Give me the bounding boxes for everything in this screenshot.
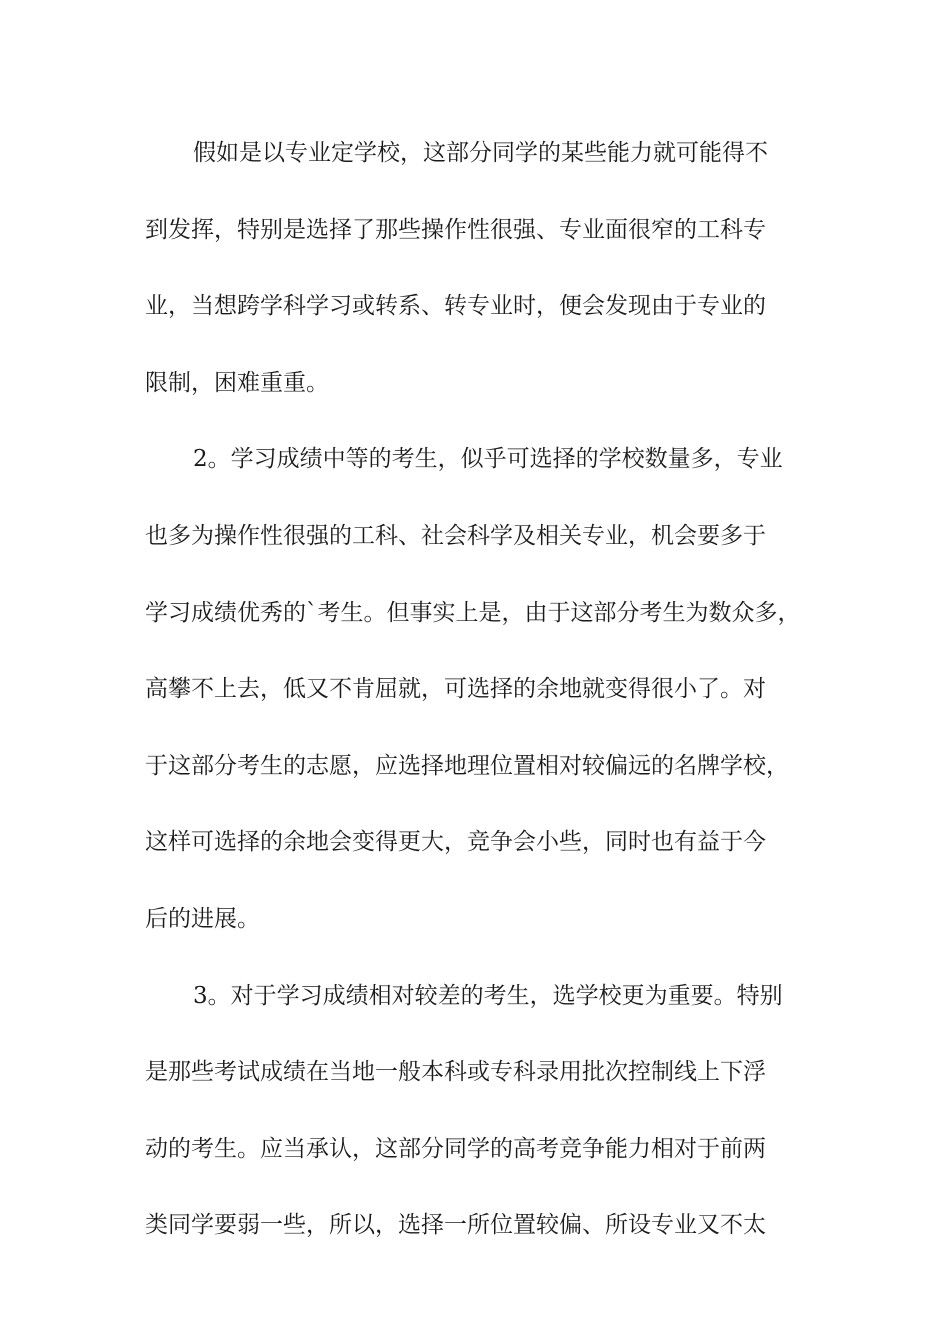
text-line: 这样可选择的余地会变得更大，竞争会小些，同时也有益于今: [145, 829, 766, 856]
paragraph-first-line: 2。学习成绩中等的考生，似乎可选择的学校数量多，专业: [193, 446, 783, 473]
paragraph-first-line: 3。对于学习成绩相对较差的考生，选学校更为重要。特别: [193, 982, 783, 1009]
text-line: 业，当想跨学科学习或转系、转专业时，便会发现由于专业的: [145, 293, 766, 320]
text-line: 到发挥，特别是选择了那些操作性很强、专业面很窄的工科专: [145, 216, 766, 243]
text-line: 是那些考试成绩在当地一般本科或专科录用批次控制线上下浮: [145, 1059, 766, 1086]
text-line: 也多为操作性很强的工科、社会科学及相关专业，机会要多于: [145, 522, 766, 549]
text-line: 限制，困难重重。: [145, 369, 329, 396]
text-line: 动的考生。应当承认，这部分同学的高考竞争能力相对于前两: [145, 1135, 766, 1162]
body-text: [145, 130, 809, 1279]
text-line: 后的进展。: [145, 905, 260, 932]
text-line: 于这部分考生的志愿，应选择地理位置相对较偏远的名牌学校，: [145, 752, 789, 779]
paragraph-first-line: 假如是以专业定学校，这部分同学的某些能力就可能得不: [193, 140, 768, 166]
text-line: 类同学要弱一些，所以，选择一所位置较偏、所设专业又不太: [145, 1212, 766, 1239]
text-line: 高攀不上去，低又不肯屈就，可选择的余地就变得很小了。对: [145, 676, 766, 703]
text-line: 学习成绩优秀的`考生。但事实上是，由于这部分考生为数众多，: [145, 599, 801, 626]
